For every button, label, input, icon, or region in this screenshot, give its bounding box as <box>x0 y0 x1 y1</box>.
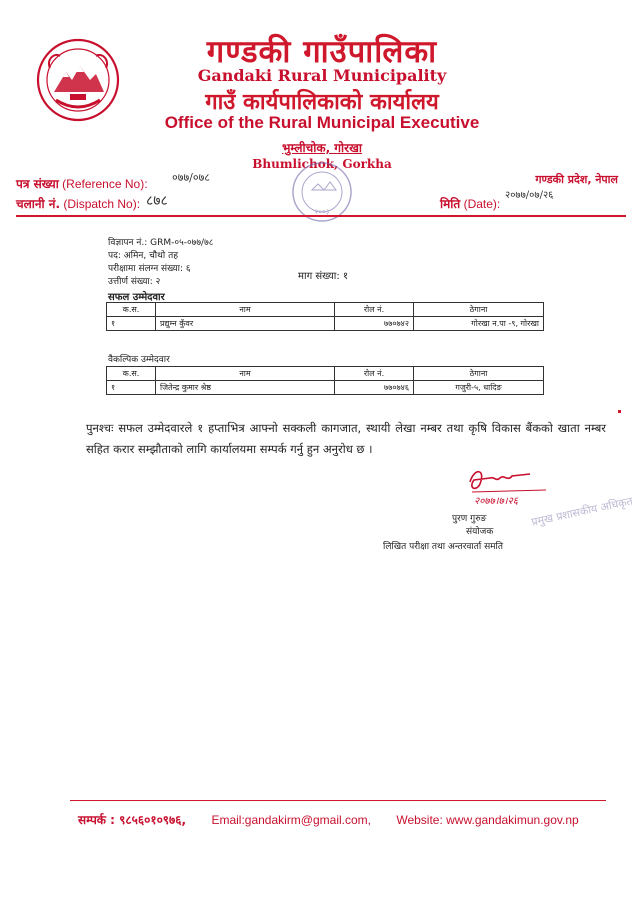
successful-candidates-heading: सफल उम्मेदवार <box>108 292 165 303</box>
header-divider <box>16 215 626 217</box>
table-row <box>107 317 544 331</box>
exam-count: परीक्षामा संलग्न संख्या: ६ <box>108 264 191 274</box>
header-sn: क.स. <box>107 303 156 317</box>
committee-name: लिखित परीक्षा तथा अन्तरवार्ता समति <box>383 542 504 552</box>
signer-name: पुरण गुरुङ <box>452 514 487 524</box>
signature-date: २०७७।७।२६ <box>474 496 518 507</box>
footer-website: Website: www.gandakimun.gov.np <box>396 813 579 827</box>
place-english: Bhumlichok, Gorkha <box>252 157 392 171</box>
reference-label-nepali: पत्र संख्या <box>16 177 59 191</box>
province-text: गण्डकी प्रदेश, नेपाल <box>535 173 618 186</box>
header-roll: रोल नं. <box>335 367 414 381</box>
table-header-row <box>107 303 544 317</box>
header-name: नाम <box>156 303 335 317</box>
municipality-title-english: Gandaki Rural Municipality <box>197 66 447 85</box>
post-title: पद: अमिन, चौथो तह <box>108 251 178 261</box>
header-address: ठेगाना <box>414 367 544 381</box>
stamp-text: २००३ <box>314 208 330 216</box>
municipality-title-nepali: गण्डकी गाउँपालिका <box>206 34 438 70</box>
demand-count: माग संख्या: १ <box>298 271 349 282</box>
header-name: नाम <box>156 367 335 381</box>
header-address: ठेगाना <box>414 303 544 317</box>
dispatch-label-nepali: चलानी नं. <box>16 197 61 211</box>
date-label <box>440 195 500 212</box>
signer-role: संयोजक <box>466 527 494 537</box>
faint-officer-stamp: प्रमुख प्रशासकीय अधिकृत <box>530 494 634 529</box>
cell-name: प्रद्युम्न कुँवर <box>156 317 335 331</box>
dispatch-value: ८७८ <box>146 193 168 209</box>
cell-sn: १ <box>107 381 156 395</box>
handwritten-signature <box>460 462 560 510</box>
office-title-english: Office of the Rural Municipal Executive <box>164 113 480 132</box>
footer-phone: सम्पर्क : ९८५६०१०९७६, <box>78 813 187 827</box>
date-value: २०७७/०७/२६ <box>505 190 554 201</box>
cell-address: गजुरी-५, धादिङ <box>414 381 544 395</box>
place-nepali: भुम्लीचोक, गोरखा <box>281 141 363 155</box>
cell-roll: ७७०७४२ <box>335 317 414 331</box>
cell-sn: १ <box>107 317 156 331</box>
office-title-nepali: गाउँ कार्यपालिकाको कार्यालय <box>205 90 439 115</box>
margin-mark <box>618 410 621 413</box>
dispatch-label <box>16 195 140 212</box>
reference-label-english: (Reference No): <box>62 177 148 191</box>
header-sn: क.स. <box>107 367 156 381</box>
dispatch-label-english: (Dispatch No): <box>63 197 141 211</box>
postscript-paragraph: पुनश्चः सफल उम्मेदवारले १ हप्ताभित्र आफ्नो सक्कली कागजात, स्थायी लेखा नम्बर तथा कृषि विकास बैंकको खाता नम्बर सहित करार सम्झौताको लागि कार्यालयमा सम्पर्क गर्नु हुन अनुरोध छ । <box>86 421 606 456</box>
table-row <box>107 381 544 395</box>
notice-number: विज्ञापन नं.: GRM-०५-०७७/७८ <box>108 238 214 248</box>
reference-value: ०७७/०७८ <box>172 171 211 184</box>
header-roll: रोल नं. <box>335 303 414 317</box>
passed-count: उत्तीर्ण संख्या: २ <box>108 277 161 287</box>
cell-roll: ७७०७४६ <box>335 381 414 395</box>
reference-label <box>16 175 148 192</box>
footer-email: Email:gandakirm@gmail.com, <box>211 813 371 827</box>
alternate-candidates-heading: वैकल्पिक उम्मेदवार <box>108 355 170 365</box>
footer-contact-bar <box>78 811 618 828</box>
table-header-row <box>107 367 544 381</box>
successful-candidates-table <box>106 302 544 331</box>
cell-name: जितेन्द्र कुमार श्रेष्ठ <box>156 381 335 395</box>
cell-address: गोरखा न.पा -९, गोरखा <box>414 317 544 331</box>
alternate-candidates-table <box>106 366 544 395</box>
date-label-english: (Date): <box>463 197 501 211</box>
date-label-nepali: मिति <box>440 197 461 211</box>
footer-divider <box>70 800 606 801</box>
